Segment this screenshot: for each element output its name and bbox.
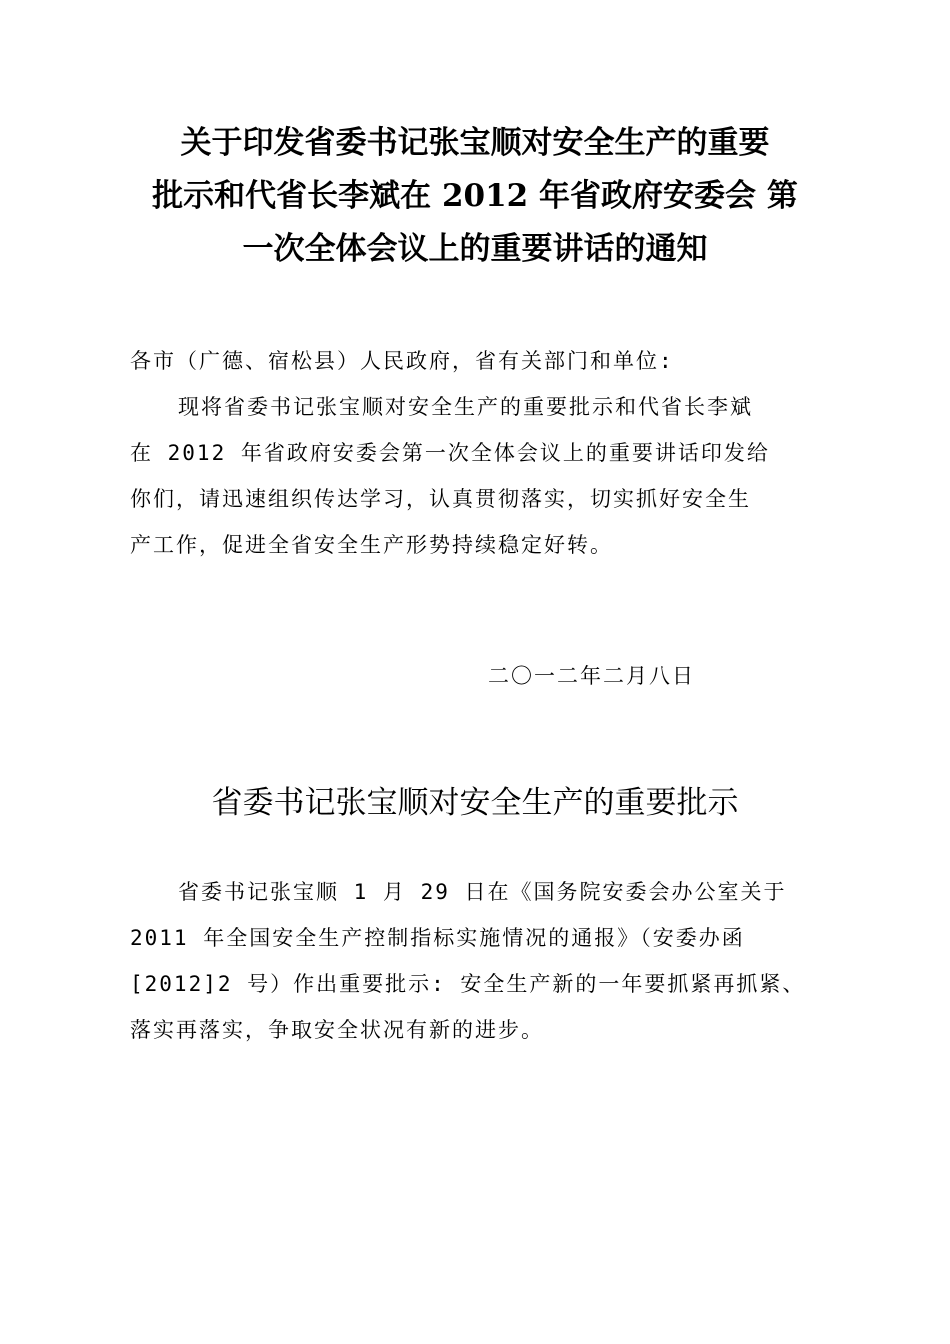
title-line: 批示和代省长李斌在 2012 年省政府安委会 第 (152, 178, 798, 214)
salutation: 各市（广德、宿松县）人民政府，省有关部门和单位: (130, 349, 674, 373)
notice-paragraph (130, 393, 850, 577)
paragraph-line: 省委书记张宝顺 1 月 29 日在《国务院安委会办公室关于 (178, 880, 787, 904)
paragraph-line: 现将省委书记张宝顺对安全生产的重要批示和代省长李斌 (178, 395, 753, 419)
paragraph-line: 在 2012 年省政府安委会第一次全体会议上的重要讲话印发给 (130, 441, 770, 465)
paragraph-line: 你们，请迅速组织传达学习，认真贯彻落实，切实抓好安全生 (130, 487, 751, 511)
document-title (100, 117, 850, 276)
title-line: 一次全体会议上的重要讲话的通知 (242, 231, 708, 267)
title-line: 关于印发省委书记张宝顺对安全生产的重要 (180, 125, 770, 161)
paragraph-line: 产工作，促进全省安全生产形势持续稳定好转。 (130, 533, 613, 557)
instruction-paragraph (130, 878, 850, 1062)
section-title: 省委书记张宝顺对安全生产的重要批示 (211, 785, 739, 821)
paragraph-line: 2011 年全国安全生产控制指标实施情况的通报》（安委办函 (130, 926, 745, 950)
document-date: 二〇一二年二月八日 (488, 664, 695, 688)
paragraph-line: [2012]2 号）作出重要批示: 安全生产新的一年要抓紧再抓紧、 (130, 972, 806, 996)
paragraph-line: 落实再落实，争取安全状况有新的进步。 (130, 1018, 544, 1042)
